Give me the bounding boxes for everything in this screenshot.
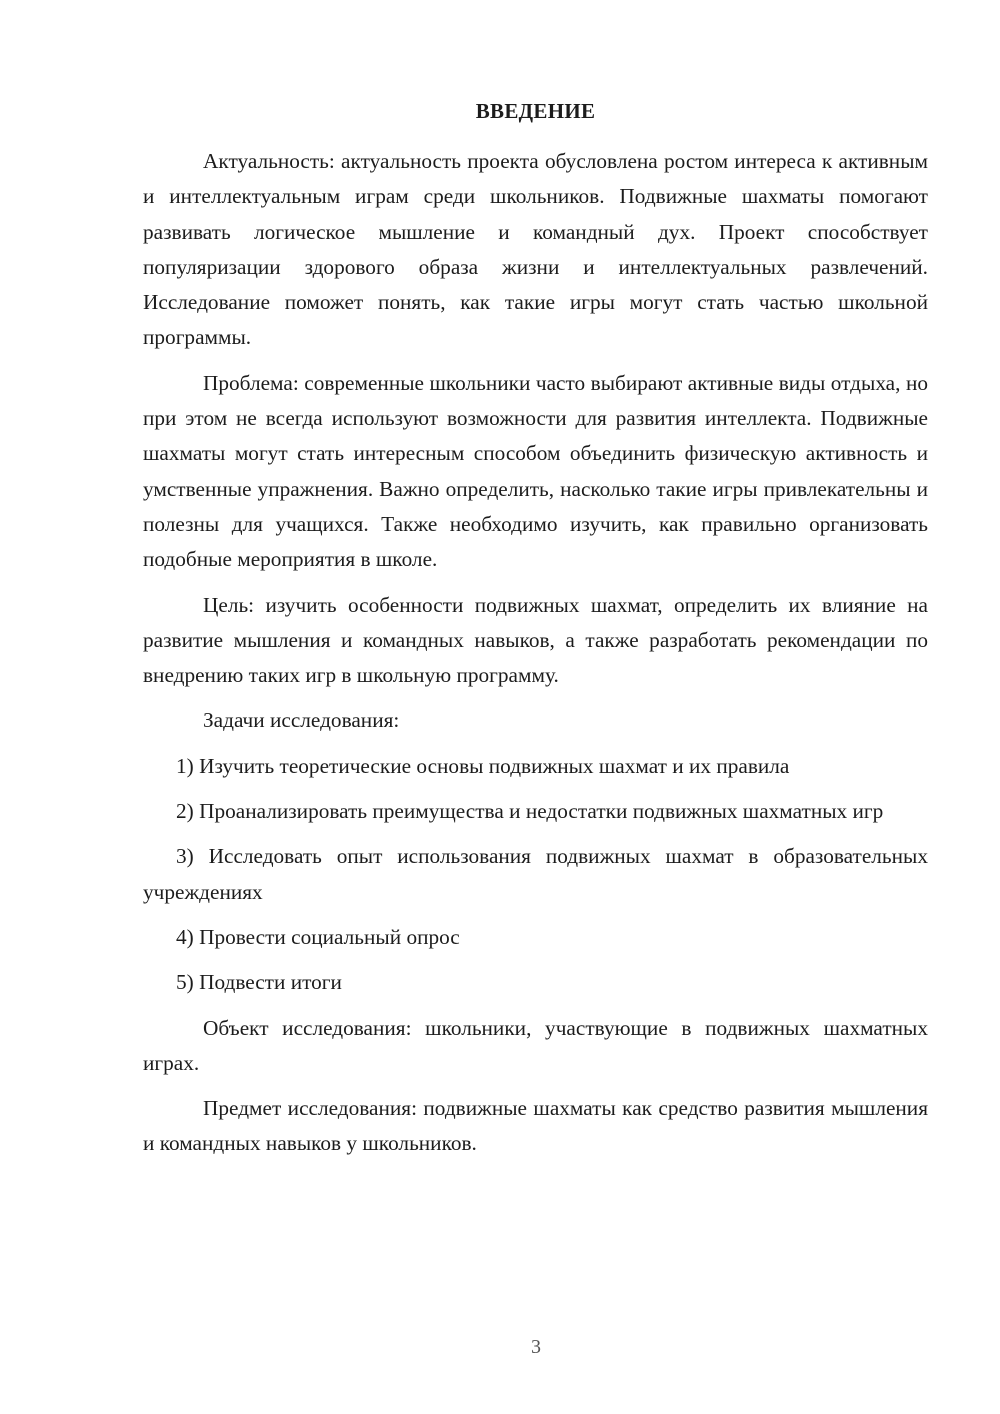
document-body	[143, 144, 928, 1162]
paragraph-object: Объект исследования: школьники, участвующие в подвижных шахматных играх.	[143, 1015, 928, 1075]
task-item-5: 5) Подвести итоги	[176, 970, 342, 995]
paragraph-goal: Цель: изучить особенности подвижных шахмат, определить их влияние на развитие мышления и командных навыков, а также разработать рекомендации по внедрению таких игр в школьную программу.	[143, 592, 928, 688]
task-item-2: 2) Проанализировать преимущества и недостатки подвижных шахматных игр	[176, 799, 884, 824]
paragraph-problem: Проблема: современные школьники часто выбирают активные виды отдыха, но при этом не всегда используют возможности для развития интеллекта. Подвижные шахматы могут стать интересным способом объединить физическую активность и умственные упражнения. Важно определить, насколько такие игры привлекательны и полезны для учащихся. Также необходимо изучить, как правильно организовать подобные мероприятия в школе.	[143, 370, 928, 572]
paragraph-relevance: Актуальность: актуальность проекта обусловлена ростом интереса к активным и интеллектуальным играм среди школьников. Подвижные шахматы помогают развивать логическое мышление и командный дух. Проект способствует популяризации здорового образа жизни и интеллектуальных развлечений. Исследование поможет понять, как такие игры могут стать частью школьной программы.	[143, 149, 928, 350]
task-item-3: 3) Исследовать опыт использования подвижных шахмат в образовательных учреждениях	[143, 844, 928, 904]
task-item-1: 1) Изучить теоретические основы подвижных шахмат и их правила	[176, 753, 790, 778]
paragraph-subject: Предмет исследования: подвижные шахматы как средство развития мышления и командных навыков у школьников.	[143, 1096, 928, 1156]
task-item-4: 4) Провести социальный опрос	[176, 924, 460, 949]
page-number: 3	[531, 1336, 541, 1358]
tasks-heading: Задачи исследования:	[203, 708, 400, 733]
tasks-list	[143, 749, 928, 1001]
page-title: ВВЕДЕНИЕ	[475, 99, 596, 123]
